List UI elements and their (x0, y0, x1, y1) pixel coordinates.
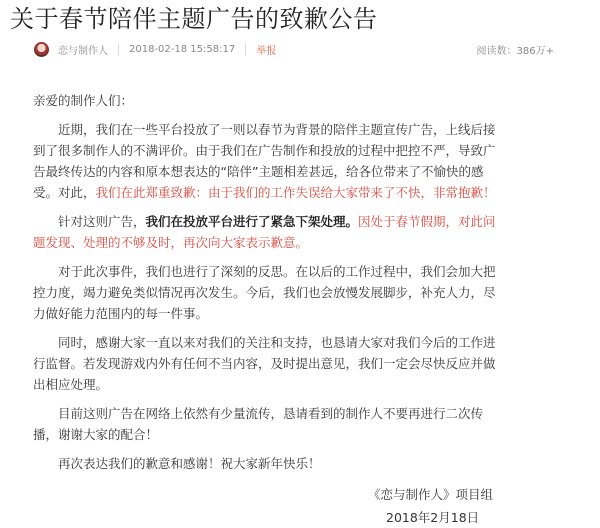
signature: 《恋与制作人》项目组 (368, 487, 494, 502)
apology-highlight: 我们在此郑重致歉：由于我们的工作失误给大家带来了不快，非常抱歉！ (95, 185, 496, 200)
paragraph-4: 同时，感谢大家一直以来对我们的关注和支持，也恳请大家对我们今后的工作进行监督。若发现游戏内外有任何不当内容，及时提出意见，我们一定会尽快反应并做出相应处理。 (33, 335, 496, 392)
paragraph-2 (33, 211, 503, 253)
paragraph-5: 目前这则广告在网络上依然有少量流传，恳请看到的制作人不要再进行二次传播，谢谢大家的配合！ (33, 406, 484, 442)
divider (118, 43, 119, 55)
paragraph-1 (33, 119, 503, 203)
signature-date: 2018年2月18日 (386, 510, 480, 525)
read-count: 阅读数：386万+ (476, 45, 554, 57)
paragraph-3: 对于此次事件，我们也进行了深刻的反思。在以后的工作过程中，我们会加大把控力度，竭力避免类似情况再次发生。今后，我们也会放慢发展脚步，补充人力，尽力做好能力范围内的每一件事。 (33, 264, 496, 321)
report-link[interactable]: 举报 (256, 45, 277, 57)
apology-highlight: 因处于春节假期，对此问题发现、处理的不够及时，再次向大家表示歉意。 (33, 214, 496, 250)
bold-highlight: 我们在投放平台进行了紧急下架处理。 (145, 214, 359, 229)
avatar[interactable] (34, 42, 49, 57)
article-meta (34, 38, 554, 60)
divider (245, 43, 246, 55)
author-name[interactable]: 恋与制作人 (58, 45, 108, 57)
paragraph-6: 再次表达我们的歉意和感谢！祝大家新年快乐！ (58, 456, 321, 471)
publish-time: 2018-02-18 15:58:17 (129, 43, 236, 55)
page-title: 关于春节陪伴主题广告的致歉公告 (10, 5, 378, 33)
paragraph-text: 针对这则广告， (58, 214, 146, 229)
article-body (33, 90, 503, 528)
paragraph-text: 近期，我们在一些平台投放了一则以春节为背景的陪伴主题宣传广告，上线后接到了很多制作人的不满评价。由于我们在广告制作和投放的过程中把控不严，导致广告最终传达的内容和原本想表达的“陪伴”主题相差甚远，给各位带来了不愉快的感受。对此， (33, 122, 496, 200)
greeting: 亲爱的制作人们： (33, 93, 134, 108)
